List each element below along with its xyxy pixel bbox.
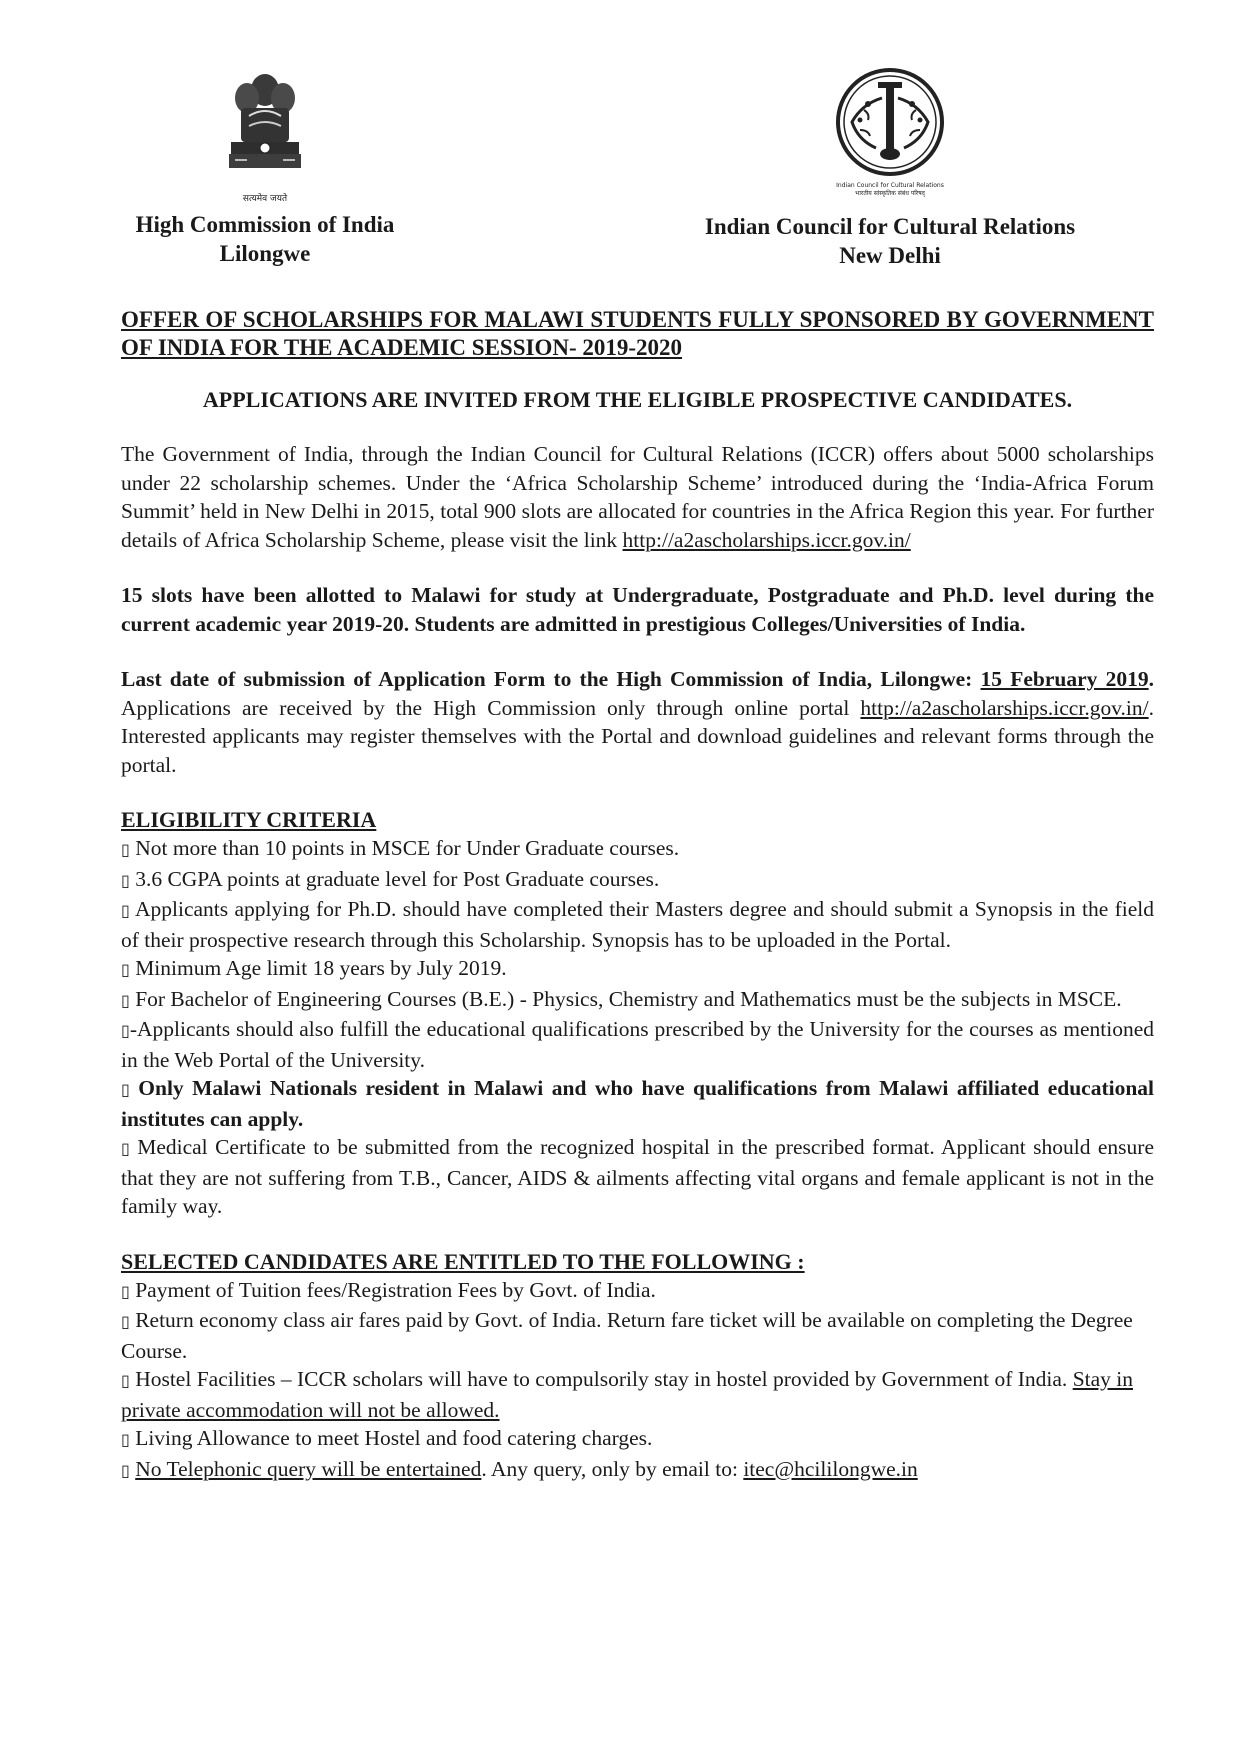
list-item-text: Only Malawi Nationals resident in Malawi and who have qualifications from Malawi affiliated educational institutes can apply. (121, 1076, 1155, 1131)
council-city: New Delhi (839, 243, 941, 268)
deadline-paragraph (121, 665, 1154, 779)
deadline-lead: Last date of submission of Application Form to the High Commission of India, Lilongwe: (121, 667, 981, 691)
council-name: Indian Council for Cultural Relations (704, 214, 1076, 239)
list-item-text: Return economy class air fares paid by Govt. of India. Return fare ticket will be available on completing the Degree Course. (121, 1308, 1133, 1363)
iccr-logo-icon (830, 68, 950, 196)
contact-email-link[interactable]: itec@hcililongwe.in (743, 1456, 918, 1481)
list-item-text: Minimum Age limit 18 years by July 2019. (135, 956, 507, 980)
deadline-date: 15 February 2019 (980, 667, 1149, 691)
list-item-text: Living Allowance to meet Hostel and food catering charges. (135, 1426, 653, 1450)
portal-link[interactable]: http://a2ascholarships.iccr.gov.in/ (860, 695, 1149, 720)
intro-text: The Government of India, through the Indian Council for Cultural Relations (ICCR) offers about 5000 scholarships under 22 scholarship schemes. Under the ‘Africa Scholarship Scheme’ introduced during the ‘India-Africa Forum Summit’ held in New Delhi in 2015, total 900 slots are allocated for countries in the Africa Region this year. For further details of Africa Scholarship Scheme, please visit the link (121, 442, 1154, 552)
list-item (121, 1133, 1154, 1221)
list-item-text: Payment of Tuition fees/Registration Fees by Govt. of India. (135, 1277, 656, 1302)
bullet-icon: ▯ (121, 1371, 130, 1390)
bullet-icon: ▯ (121, 840, 130, 859)
bullet-icon: ▯ (121, 1312, 130, 1331)
list-item (121, 834, 1154, 865)
list-item-text: Medical Certificate to be submitted from the recognized hospital in the prescribed format. Applicant should ensure that they are not suffering from T.B., Cancer, AIDS & ailments affecting vital organs and female applicant is not in the family way. (121, 1135, 1154, 1218)
logo-caption-hindi: भारतीय सांस्कृतिक संबंध परिषद् (855, 190, 925, 197)
list-item (121, 1015, 1154, 1074)
list-item (121, 865, 1154, 896)
telephone-notice: No Telephonic query will be entertained (135, 1456, 482, 1481)
list-item (121, 1365, 1154, 1424)
header-right (680, 68, 1100, 270)
list-item-text: Hostel Facilities – ICCR scholars will have to compulsorily stay in hostel provided by Government of India. (135, 1367, 1073, 1391)
entitlements-list (121, 1276, 1154, 1486)
list-item-text: Applicants applying for Ph.D. should have completed their Masters degree and should submit a Synopsis in the field of their prospective research through this Scholarship. Synopsis has to be uploaded in the Portal. (121, 897, 1154, 952)
eligibility-heading: ELIGIBILITY CRITERIA (121, 807, 377, 832)
list-item-text: Not more than 10 points in MSCE for Under Graduate courses. (135, 836, 680, 860)
list-item (121, 985, 1154, 1016)
entitlements-heading: SELECTED CANDIDATES ARE ENTITLED TO THE FOLLOWING : (121, 1248, 805, 1274)
scholarship-link[interactable]: http://a2ascholarships.iccr.gov.in/ (622, 527, 911, 552)
bullet-icon: ▯ (121, 870, 130, 890)
bullet-icon: ▯ (121, 1021, 130, 1040)
bullet-icon: ▯ (121, 901, 130, 920)
list-item (121, 1074, 1154, 1133)
deadline-text: Applications are received by the High Commission only through online portal (121, 695, 861, 720)
bullet-icon: ▯ (121, 1139, 130, 1158)
bullet-icon: ▯ (121, 1281, 130, 1301)
bullet-icon: ▯ (121, 960, 130, 979)
bullet-icon: ▯ (121, 990, 130, 1010)
sender-city: Lilongwe (219, 241, 311, 266)
list-item (121, 954, 1154, 985)
document-subtitle: APPLICATIONS ARE INVITED FROM THE ELIGIBLE PROSPECTIVE CANDIDATES. (202, 387, 1073, 412)
sender-name: High Commission of India (135, 212, 395, 237)
list-item (121, 1306, 1154, 1365)
bullet-icon: ▯ (121, 1430, 130, 1449)
slots-paragraph: 15 slots have been allotted to Malawi for study at Undergraduate, Postgraduate and Ph.D. level during the current academic year 2019-20. Students are admitted in prestigious Colleges/Universities of India. (121, 583, 1154, 636)
document-body (121, 306, 1154, 1485)
document-title: OFFER OF SCHOLARSHIPS FOR MALAWI STUDENTS FULLY SPONSORED BY GOVERNMENT OF INDIA FOR THE ACADEMIC SESSION- 2019-2020 (121, 307, 1154, 360)
bullet-icon: ▯ (121, 1460, 130, 1480)
accommodation-notice: Stay in private accommodation will not be allowed. (121, 1367, 1134, 1422)
list-item (121, 1276, 1154, 1307)
list-item (121, 1455, 1154, 1486)
list-item (121, 1424, 1154, 1455)
list-item-text: . Any query, only by email to: (481, 1456, 744, 1481)
header-left (115, 68, 415, 268)
state-emblem-icon (219, 68, 311, 204)
deadline-tail: . Interested applicants may register themselves with the Portal and download guidelines and relevant forms through the portal. (121, 695, 1154, 777)
eligibility-list (121, 834, 1154, 1221)
deadline-dot: . (1148, 667, 1154, 691)
list-item-text: For Bachelor of Engineering Courses (B.E.) - Physics, Chemistry and Mathematics must be the subjects in MSCE. (135, 986, 1122, 1011)
list-item (121, 895, 1154, 954)
list-item-text: -Applicants should also fulfill the educational qualifications prescribed by the University for the courses as mentioned in the Web Portal of the University. (121, 1017, 1154, 1072)
list-item-text: 3.6 CGPA points at graduate level for Post Graduate courses. (135, 866, 660, 891)
logo-caption-english: Indian Council for Cultural Relations (836, 182, 944, 189)
intro-paragraph (121, 440, 1154, 554)
emblem-motto: सत्यमेव जयते (242, 194, 288, 204)
bullet-icon: ▯ (121, 1080, 130, 1099)
